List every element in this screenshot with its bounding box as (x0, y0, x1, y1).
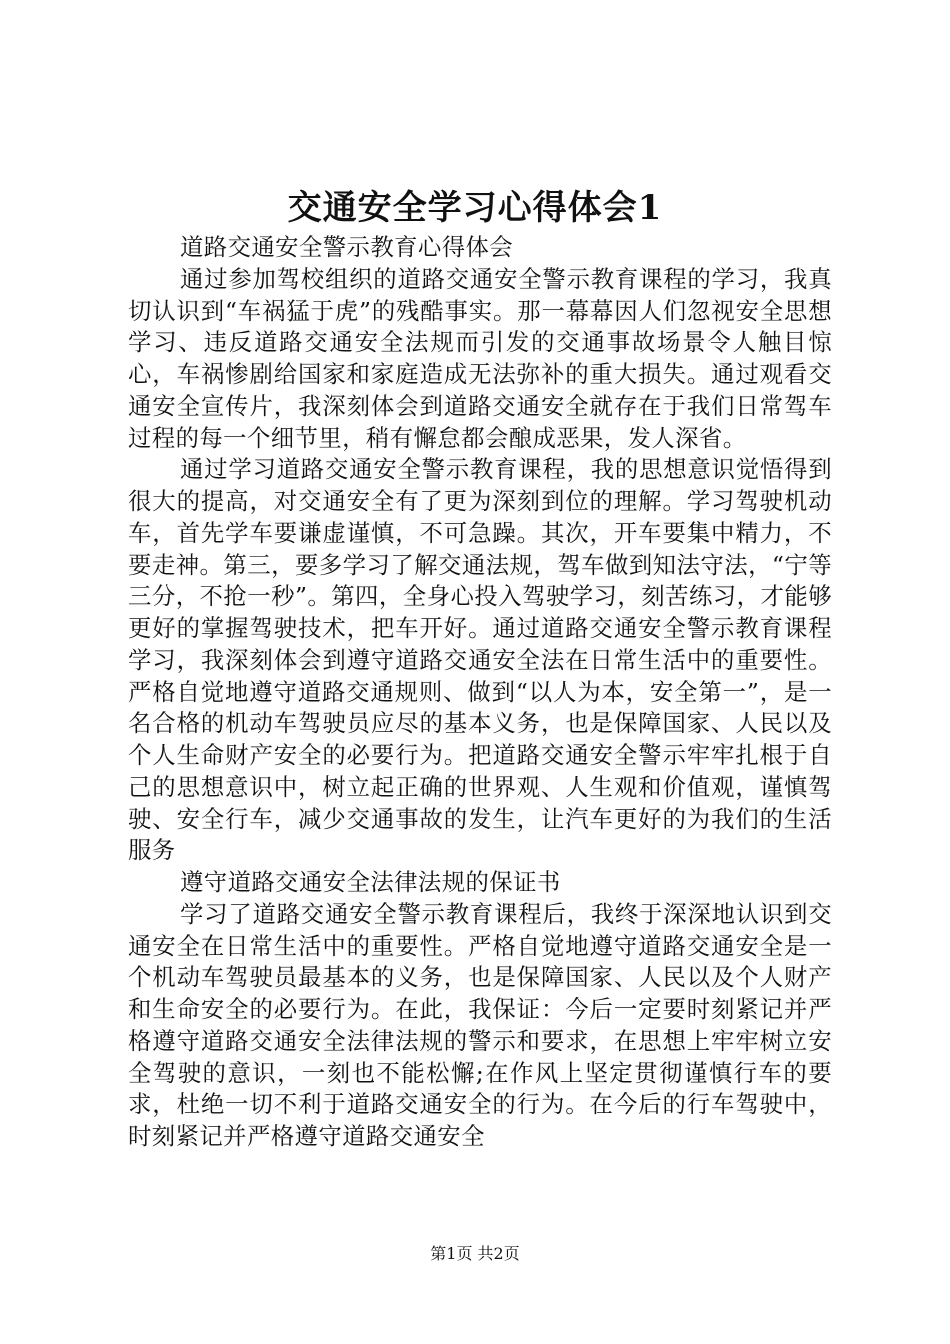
section-heading: 道路交通安全警示教育心得体会 (180, 233, 514, 261)
document-body (128, 232, 832, 1153)
document-title: 交通安全学习心得体会1 (287, 188, 663, 228)
page-number-footer: 第1页 共2页 (430, 1244, 520, 1263)
body-paragraph: 学习了道路交通安全警示教育课程后，我终于深深地认识到交通安全在日常生活中的重要性。严格自觉地遵守道路交通安全是一个机动车驾驶员最基本的义务，也是保障国家、人民以及个人财产和生命安全的必要行为。在此，我保证：今后一定要时刻紧记并严格遵守道路交通安全法律法规的警示和要求，在思想上牢牢树立安全驾驶的意识，一刻也不能松懈;在作风上坚定贯彻谨慎行车的要求，杜绝一切不利于道路交通安全的行为。在今后的行车驾驶中，时刻紧记并严格遵守道路交通安全 (128, 899, 832, 1150)
body-paragraph: 通过参加驾校组织的道路交通安全警示教育课程的学习，我真切认识到“车祸猛于虎”的残酷事实。那一幕幕因人们忽视安全思想学习、违反道路交通安全法规而引发的交通事故场景令人触目惊心，车祸惨剧给国家和家庭造成无法弥补的重大损失。通过观看交通安全宣传片，我深刻体会到道路交通安全就存在于我们日常驾车过程的每一个细节里，稍有懈怠都会酿成恶果，发人深省。 (128, 264, 832, 452)
section-heading: 遵守道路交通安全法律法规的保证书 (180, 868, 561, 896)
body-paragraph: 通过学习道路交通安全警示教育课程，我的思想意识觉悟得到很大的提高，对交通安全有了更为深刻到位的理解。学习驾驶机动车，首先学车要谦虚谨慎，不可急躁。其次，开车要集中精力，不要走神。第三，要多学习了解交通法规，驾车做到知法守法，“宁等三分，不抢一秒”。第四，全身心投入驾驶学习，刻苦练习，才能够更好的掌握驾驶技术，把车开好。通过道路交通安全警示教育课程学习，我深刻体会到遵守道路交通安全法在日常生活中的重要性。严格自觉地遵守道路交通规则、做到“以人为本，安全第一”，是一名合格的机动车驾驶员应尽的基本义务，也是保障国家、人民以及个人生命财产安全的必要行为。把道路交通安全警示牢牢扎根于自己的思想意识中，树立起正确的世界观、人生观和价值观，谨慎驾驶、安全行车，减少交通事故的发生，让汽车更好的为我们的生活服务 (128, 455, 832, 865)
